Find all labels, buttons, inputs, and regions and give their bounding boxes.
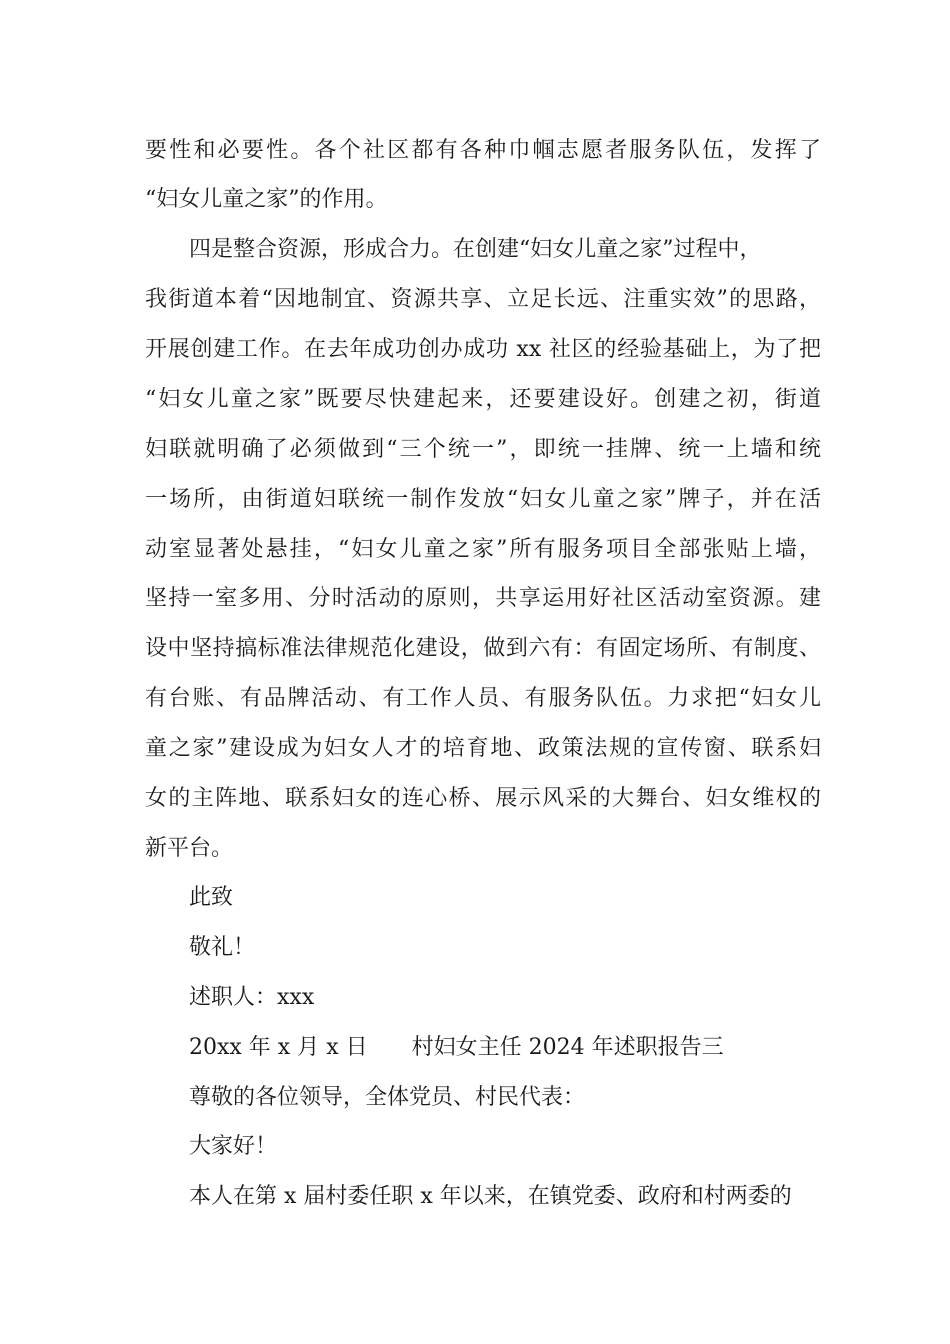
paragraph-line: 女的主阵地、联系妇女的连心桥、展示风采的大舞台、妇女维权的 xyxy=(145,786,821,811)
closing-regards: 敬礼！ xyxy=(189,935,256,960)
reporter-signature: 述职人：xxx xyxy=(189,985,315,1010)
paragraph-line: 一场所，由街道妇联统一制作发放“妇女儿童之家”牌子，并在活 xyxy=(145,487,821,512)
paragraph-line: 动室显著处悬挂，“妇女儿童之家”所有服务项目全部张贴上墙， xyxy=(145,537,821,562)
paragraph-line: 开展创建工作。在去年成功创办成功 xx 社区的经验基础上，为了把 xyxy=(145,337,821,362)
paragraph-line: 我街道本着“因地制宜、资源共享、立足长远、注重实效”的思路， xyxy=(145,287,821,312)
paragraph-line: 童之家”建设成为妇女人才的培育地、政策法规的宣传窗、联系妇 xyxy=(145,736,821,761)
closing-salutation: 此致 xyxy=(189,885,234,910)
paragraph-line: 新平台。 xyxy=(145,836,234,861)
paragraph-line: 设中坚持搞标准法律规范化建设，做到六有：有固定场所、有制度、 xyxy=(145,636,821,661)
paragraph-line: 坚持一室多用、分时活动的原则，共享运用好社区活动室资源。建 xyxy=(145,586,821,611)
paragraph-line: “妇女儿童之家”既要尽快建起来，还要建设好。创建之初，街道 xyxy=(145,387,821,412)
paragraph-line: 四是整合资源，形成合力。在创建“妇女儿童之家”过程中， xyxy=(189,237,762,262)
paragraph-line: 有台账、有品牌活动、有工作人员、有服务队伍。力求把“妇女儿 xyxy=(145,686,821,711)
greeting-line: 大家好！ xyxy=(189,1134,278,1159)
greeting-line: 尊敬的各位领导，全体党员、村民代表： xyxy=(189,1085,586,1110)
date-and-report-title: 20xx 年 x 月 x 日 村妇女主任 2024 年述职报告三 xyxy=(189,1035,724,1060)
paragraph-line: 要性和必要性。各个社区都有各种巾帼志愿者服务队伍，发挥了 xyxy=(145,138,821,163)
paragraph-line: 妇联就明确了必须做到“三个统一”，即统一挂牌、统一上墙和统 xyxy=(145,437,821,462)
paragraph-line: “妇女儿童之家”的作用。 xyxy=(145,187,388,212)
paragraph-line: 本人在第 x 届村委任职 x 年以来，在镇党委、政府和村两委的 xyxy=(189,1184,792,1209)
